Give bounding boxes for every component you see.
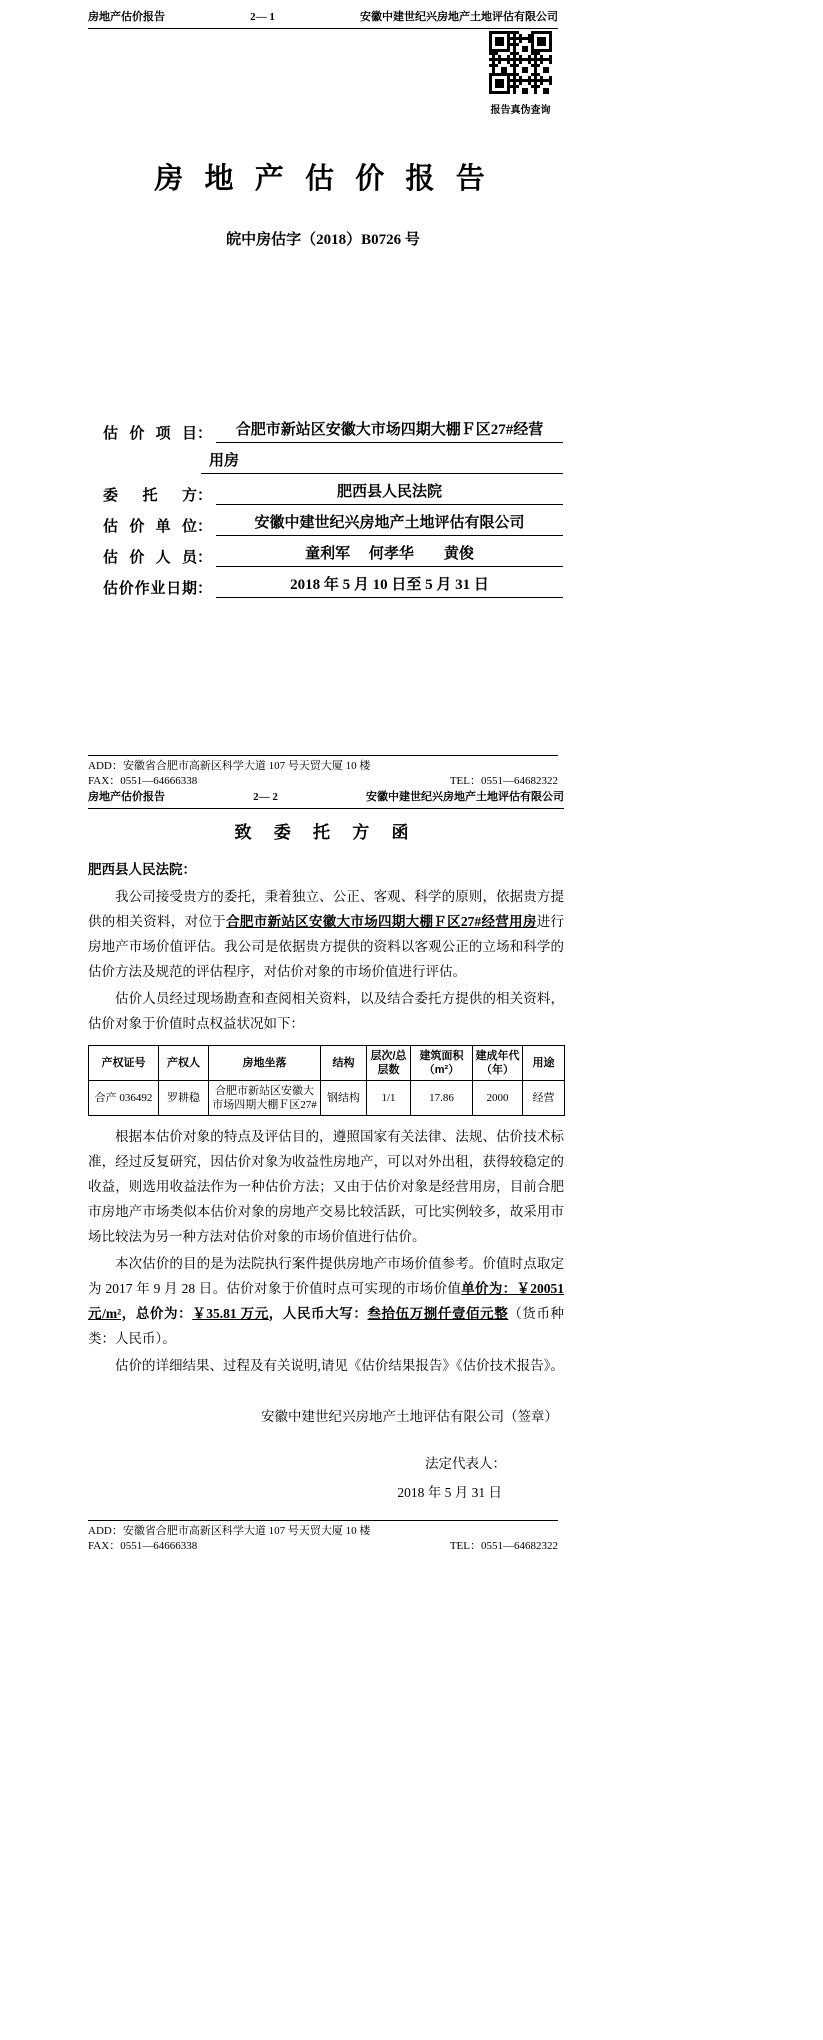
header-company-name: 安徽中建世纪兴房地产土地评估有限公司 <box>366 791 564 803</box>
cell-cert-no: 合产 036492 <box>89 1081 159 1116</box>
paragraph-text: 我公司接受贵方的委托，秉着独立、公正、客观、科学的原则，依据贵方提供的相关资料，对位于 <box>88 889 564 929</box>
col-structure: 结构 <box>321 1046 367 1081</box>
property-rights-table <box>88 1045 565 1116</box>
footer-address: ADD：安徽省合肥市高新区科学大道 107 号天贸大厦 10 楼 <box>88 1525 371 1537</box>
col-area: 建筑面积（m²） <box>411 1046 473 1081</box>
footer-tel: TEL：0551—64682322 <box>449 1540 558 1552</box>
report-number: 皖中房估字（2018）B0726 号 <box>226 232 420 248</box>
field-date-value: 2018 年 5 月 10 日至 5 月 31 日 <box>216 576 563 598</box>
paragraph-valuation <box>88 1251 564 1351</box>
field-project-value-continued: 用房 <box>201 452 563 474</box>
page1-running-header <box>88 8 558 29</box>
field-project-label: 估价项目 <box>103 426 197 442</box>
field-staff <box>103 536 563 567</box>
header-doc-title: 房地产估价报告 <box>88 791 165 803</box>
cell-floor: 1/1 <box>367 1081 411 1116</box>
letter-title: 致 委 托 方 函 <box>234 823 418 842</box>
field-colon: ： <box>197 581 213 597</box>
qr-code <box>489 31 552 94</box>
signature-date: 2018 年 5 月 31 日 <box>397 1485 502 1500</box>
field-client-value: 肥西县人民法院 <box>216 483 563 505</box>
report-title: 房 地 产 估 价 报 告 <box>154 163 492 195</box>
table-header-row <box>89 1046 565 1081</box>
field-colon: ： <box>197 550 213 566</box>
legal-representative: 法定代表人： <box>425 1456 506 1471</box>
field-staff-value: 童利军 何孝华 黄俊 <box>216 545 563 567</box>
field-client <box>103 474 563 505</box>
cover-fields <box>103 412 563 598</box>
cell-owner: 罗耕稳 <box>159 1081 209 1116</box>
total-price-label: 总价为： <box>135 1306 193 1321</box>
paragraph-survey: 估价人员经过现场勘查和查阅相关资料，以及结合委托方提供的相关资料，估价对象于价值时点权益状况如下： <box>88 991 564 1031</box>
field-colon: ： <box>197 488 213 504</box>
separator: ， <box>121 1306 136 1321</box>
footer-fax: FAX：0551—64666338 <box>88 1540 198 1552</box>
qr-caption: 报告真伪查询 <box>490 105 551 116</box>
field-date-label: 估价作业日期 <box>103 581 197 597</box>
property-name-highlight: 合肥市新站区安徽大市场四期大棚Ｆ区27#经营用房 <box>226 914 537 929</box>
header-doc-title: 房地产估价报告 <box>88 11 165 23</box>
footer-fax: FAX：0551—64666338 <box>88 775 198 787</box>
field-agency-label: 估价单位 <box>103 519 197 535</box>
page2-letter <box>88 788 564 1505</box>
field-client-label: 委托方 <box>103 488 197 504</box>
footer-address: ADD：安徽省合肥市高新区科学大道 107 号天贸大厦 10 楼 <box>88 760 371 772</box>
cell-area: 17.86 <box>411 1081 473 1116</box>
col-location: 房地坐落 <box>209 1046 321 1081</box>
col-floor: 层次/总层数 <box>367 1046 411 1081</box>
total-price-value: ￥35.81 万元 <box>192 1306 269 1321</box>
field-agency <box>103 505 563 536</box>
unit-price-value: 单价为：￥20051 元/m² <box>88 1281 565 1321</box>
table-row <box>89 1081 565 1116</box>
paragraph-reference: 估价的详细结果、过程及有关说明,请见《估价结果报告》《估价技术报告》。 <box>115 1358 564 1373</box>
field-agency-value: 安徽中建世纪兴房地产土地评估有限公司 <box>216 514 563 536</box>
cell-use: 经营 <box>523 1081 565 1116</box>
cell-year: 2000 <box>473 1081 523 1116</box>
page1-footer <box>88 755 558 789</box>
col-owner: 产权人 <box>159 1046 209 1081</box>
paragraph-text: 进行房地产市场价值评估。我公司是依据贵方提供的资料以客观公正的立场和科学的估价方法及规范的评估程序，对估价对象的市场价值进行评估。 <box>88 914 565 979</box>
paragraph-methods: 根据本估价对象的特点及评估目的，遵照国家有关法律、法规、估价技术标准，经过反复研究，因估价对象为收益性房地产，可以对外出租，获得较稳定的收益，则选用收益法作为一种估价方法；又由于估价对象是经营用房，目前合肥市房地产市场类似本估价对象的房地产交易比较活跃，可比实例较多，故采用市场比较法为另一种方法对估价对象的市场价值进行估价。 <box>88 1129 564 1244</box>
signature-company: 安徽中建世纪兴房地产土地评估有限公司（签章） <box>261 1409 558 1424</box>
paragraph-text: （货币种类：人民币）。 <box>88 1306 565 1346</box>
cn-amount-label: ，人民币大写： <box>268 1306 368 1321</box>
field-colon: ： <box>197 519 213 535</box>
header-company-name: 安徽中建世纪兴房地产土地评估有限公司 <box>360 11 558 23</box>
field-project-line2 <box>103 443 563 474</box>
field-staff-label: 估价人员 <box>103 550 197 566</box>
col-use: 用途 <box>523 1046 565 1081</box>
paragraph-text: 本次估价的目的是为法院执行案件提供房地产市场价值参考。价值时点取定为 2017 年 9 月 28 日。估价对象于价值时点可实现的市场价值 <box>88 1256 564 1296</box>
page2-running-header <box>88 788 564 809</box>
header-page-number: 2— 2 <box>253 791 278 803</box>
field-project <box>103 412 563 443</box>
cell-location: 合肥市新站区安徽大市场四期大棚Ｆ区27# <box>209 1081 321 1116</box>
col-cert-no: 产权证号 <box>89 1046 159 1081</box>
paragraph-commission <box>88 884 564 984</box>
letter-salutation: 肥西县人民法院： <box>88 862 196 877</box>
cell-structure: 钢结构 <box>321 1081 367 1116</box>
field-project-value: 合肥市新站区安徽大市场四期大棚Ｆ区27#经营 <box>216 421 563 443</box>
page2-footer <box>88 1520 558 1554</box>
col-year: 建成年代（年） <box>473 1046 523 1081</box>
cn-amount-value: 叁拾伍万捌仟壹佰元整 <box>367 1306 509 1321</box>
header-page-number: 2— 1 <box>250 11 275 23</box>
field-colon: ： <box>197 426 213 442</box>
footer-tel: TEL：0551—64682322 <box>449 775 558 787</box>
field-date <box>103 567 563 598</box>
